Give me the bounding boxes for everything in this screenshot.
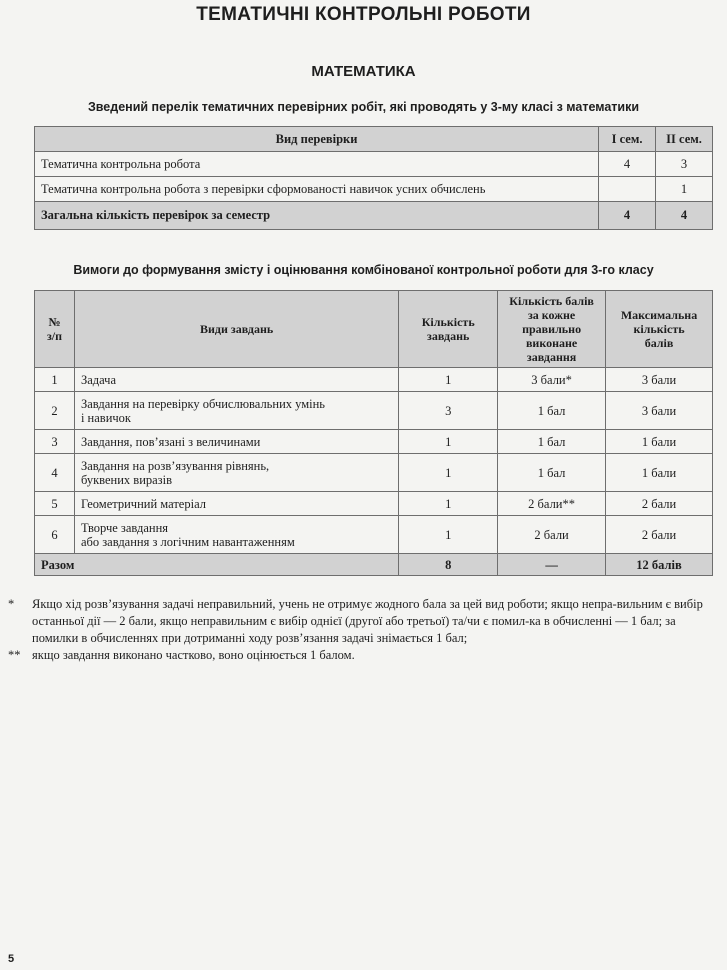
check-type-cell: Тематична контрольна робота з перевірки сформованості навичок усних обчислень — [35, 177, 599, 202]
task-type-cell — [74, 430, 398, 454]
total-label: Загальна кількість перевірок за семестр — [35, 202, 599, 230]
points-each-cell: 1 бал — [498, 454, 606, 492]
points-each-cell: 2 бали — [498, 516, 606, 554]
header-sem2: ІІ сем. — [656, 127, 713, 152]
task-line1: Задача — [80, 372, 117, 387]
footnotes — [8, 596, 714, 664]
max-points-cell: 2 бали — [606, 492, 713, 516]
header-task-type: Види завдань — [74, 291, 398, 368]
header-points-line5: завдання — [526, 350, 577, 364]
max-points-cell: 1 бали — [606, 454, 713, 492]
total-sem1: 4 — [599, 202, 656, 230]
footnote-text: Якщо хід розв’язування задачі неправильний, учень не отримує жодного бала за цей вид роботи; якщо непра-вильним є вибір останньої дії — 2 бали, якщо неправильним є вибір однієї (другої або третьої) та/чи є помил-ка в обчисленні — 1 бал; за помилки в обчисленнях при дотриманні ходу розв’язання задачі знімається 1 бал; — [32, 597, 703, 645]
table-row — [35, 368, 713, 392]
task-type-cell — [74, 516, 398, 554]
table-row — [35, 177, 713, 202]
sem1-cell: 4 — [599, 152, 656, 177]
footnote-text: якщо завдання виконано частково, воно оцінюється 1 балом. — [32, 648, 355, 662]
header-points-line3: правильно — [522, 322, 582, 336]
table-row — [35, 152, 713, 177]
table1-caption: Зведений перелік тематичних перевірних робіт, які проводять у 3-му класі з математики — [87, 100, 640, 114]
table-row — [35, 392, 713, 430]
points-each-cell: 2 бали** — [498, 492, 606, 516]
task-count-cell: 1 — [399, 430, 498, 454]
task-line1: Завдання, пов’язані з величинами — [80, 434, 261, 449]
points-each-cell: 1 бал — [498, 430, 606, 454]
total-points: — — [498, 554, 606, 576]
task-count-cell: 1 — [399, 516, 498, 554]
check-type-cell: Тематична контрольна робота — [35, 152, 599, 177]
total-sem2: 4 — [656, 202, 713, 230]
header-points-each — [498, 291, 606, 368]
header-number-line1: № — [48, 315, 61, 329]
table2-caption: Вимоги до формування змісту і оцінювання комбінованої контрольної роботи для 3-го класу — [73, 263, 654, 277]
page-number: 5 — [8, 953, 15, 965]
total-count: 8 — [399, 554, 498, 576]
row-number: 1 — [35, 368, 75, 392]
task-line1: Завдання на перевірку обчислювальних умінь — [80, 396, 325, 411]
sem1-cell — [599, 177, 656, 202]
total-label: Разом — [35, 554, 399, 576]
task-count-cell: 1 — [399, 368, 498, 392]
total-row — [35, 202, 713, 230]
task-line1: Геометричний матеріал — [80, 496, 206, 511]
task-line2: і навичок — [80, 410, 131, 425]
sem2-cell: 1 — [656, 177, 713, 202]
max-points-cell: 3 бали — [606, 368, 713, 392]
max-points-cell: 1 бали — [606, 430, 713, 454]
footnote — [8, 596, 714, 647]
subject-heading: МАТЕМАТИКА — [311, 63, 416, 80]
header-task-count — [399, 291, 498, 368]
table-row — [35, 430, 713, 454]
row-number: 3 — [35, 430, 75, 454]
checks-summary-table — [34, 126, 713, 230]
header-check-type: Вид перевірки — [35, 127, 599, 152]
total-row — [35, 554, 713, 576]
header-points-line1: Кількість балів — [509, 294, 594, 308]
total-max: 12 балів — [606, 554, 713, 576]
header-max-points — [606, 291, 713, 368]
header-sem1: І сем. — [599, 127, 656, 152]
task-type-cell — [74, 454, 398, 492]
points-each-cell: 3 бали* — [498, 368, 606, 392]
task-line1: Творче завдання — [80, 520, 169, 535]
task-type-cell — [74, 492, 398, 516]
header-points-line4: виконане — [525, 336, 578, 350]
header-count-line2: завдань — [427, 329, 470, 343]
header-number — [35, 291, 75, 368]
task-line2: буквених виразів — [80, 472, 172, 487]
table-row — [35, 492, 713, 516]
footnote-mark: ** — [8, 648, 21, 662]
page-title: ТЕМАТИЧНІ КОНТРОЛЬНІ РОБОТИ — [196, 4, 531, 25]
row-number: 2 — [35, 392, 75, 430]
header-max-line2: кількість — [633, 322, 685, 336]
header-points-line2: за кожне — [527, 308, 576, 322]
task-line1: Завдання на розв’язування рівнянь, — [80, 458, 270, 473]
table-row — [35, 516, 713, 554]
task-count-cell: 1 — [399, 454, 498, 492]
task-type-cell — [74, 392, 398, 430]
footnote-mark: * — [8, 597, 15, 611]
max-points-cell: 2 бали — [606, 516, 713, 554]
table-header-row — [35, 291, 713, 368]
table-header-row — [35, 127, 713, 152]
task-line2: або завдання з логічним навантаженням — [80, 534, 295, 549]
header-number-line2: з/п — [46, 329, 63, 343]
table-row — [35, 454, 713, 492]
row-number: 6 — [35, 516, 75, 554]
header-max-line1: Максимальна — [620, 308, 698, 322]
header-max-line3: балів — [644, 336, 674, 350]
row-number: 4 — [35, 454, 75, 492]
assessment-table — [34, 290, 713, 576]
task-type-cell — [74, 368, 398, 392]
task-count-cell: 3 — [399, 392, 498, 430]
footnote — [8, 647, 714, 664]
sem2-cell: 3 — [656, 152, 713, 177]
task-count-cell: 1 — [399, 492, 498, 516]
max-points-cell: 3 бали — [606, 392, 713, 430]
points-each-cell: 1 бал — [498, 392, 606, 430]
header-count-line1: Кількість — [421, 315, 475, 329]
row-number: 5 — [35, 492, 75, 516]
